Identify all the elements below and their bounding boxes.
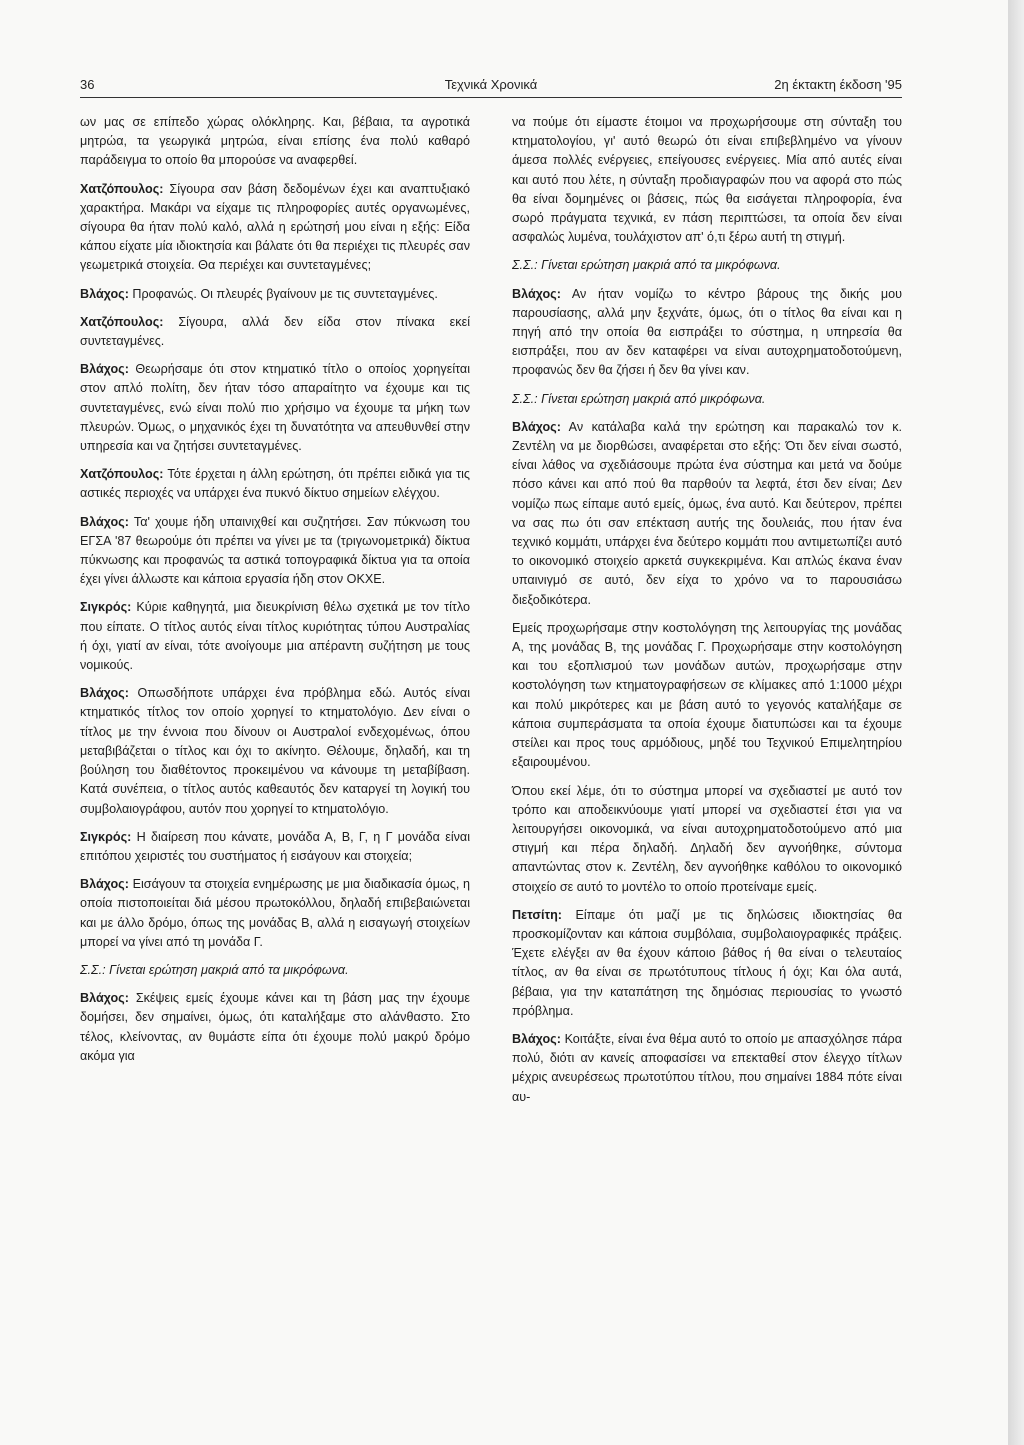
paragraph	[80, 285, 470, 304]
speaker-name: Βλάχος:	[512, 419, 561, 434]
speaker-name: Βλάχος:	[80, 877, 129, 892]
paragraph	[80, 828, 470, 866]
speaker-name: Σιγκρός:	[80, 600, 132, 615]
paragraph	[80, 684, 470, 818]
paragraph-text: Σίγουρα, αλλά δεν είδα στον πίνακα εκεί συντεταγμένες.	[80, 314, 470, 349]
right-column	[512, 113, 902, 1116]
page-number: 36	[80, 77, 95, 92]
paragraph-text: Αν ήταν νομίζω το κέντρο βάρους της δικής μου παρουσίασης, αλλά μην ξεχνάτε, όμως, ότι ο τίτλος θα είναι και η πηγή από την οποία θα εισπράξει το σύστημα, η υπηρεσία θα εισπράξει, που αν δεν καταφέρει να είναι αυτοχρηματοδοτούμενη, προφανώς δεν θα ζήσει ή δεν θα γίνει καν.	[512, 286, 902, 378]
paragraph	[512, 619, 902, 773]
paragraph-text: Τότε έρχεται η άλλη ερώτηση, ότι πρέπει ειδικά για τις αστικές περιοχές να υπάρχει ένα πυκνό δίκτυο σημείων ελέγχου.	[80, 467, 470, 501]
paragraph	[512, 1030, 902, 1107]
journal-title: Τεχνικά Χρονικά	[444, 77, 538, 92]
page-edge-shadow	[1008, 0, 1024, 1445]
paragraph-text: Σκέψεις εμείς έχουμε κάνει και τη βάση μας την έχουμε δομήσει, δεν σημαίνει, όμως, ότι καταλήξαμε στο αλάνθαστο. Στο τέλος, κλείνοντας, αν θυμάστε είπα ότι έχουμε πολύ μακρύ δρόμο ακόμα για	[80, 991, 471, 1063]
paragraph	[512, 906, 902, 1021]
speaker-name: Βλάχος:	[80, 514, 129, 529]
speaker-name: Χατζόπουλος:	[80, 181, 164, 196]
paragraph	[512, 285, 902, 381]
editor-note: Σ.Σ.: Γίνεται ερώτηση μακριά από τα μικρόφωνα.	[80, 962, 349, 977]
paragraph-text: Οπωσδήποτε υπάρχει ένα πρόβλημα εδώ. Αυτός είναι κτηματικός τίτλος τον οποίο χορηγεί το κτηματολόγιο. Δεν είναι ο τίτλος με την έννοια που δίνουν οι Αυστραλοί ενδεχομένως, όπου μεταβιβάζεται ο τίτλος και όχι το ακίνητο. Θέλουμε, δηλαδή, και τη βούληση του διαθέτοντος προκειμένου να κάνουμε τη μεταβίβαση. Κατά συνέπεια, ο τίτλος αυτός καθεαυτός δεν καταργεί τη λογική του συμβολαιογράφου, αυτόν που χορηγεί το κτηματολόγιο.	[80, 686, 471, 816]
header-rule	[80, 97, 902, 98]
paragraph-text: Κύριε καθηγητά, μια διευκρίνιση θέλω σχετικά με τον τίτλο που είπατε. Ο τίτλος αυτός είναι τίτλος κυριότητας τύπου Αυστραλίας ή όχι, γιατί αν είναι, τότε ανοίγουμε μια απέραντη συζήτηση με τους νομικούς.	[80, 600, 471, 673]
speaker-name: Βλάχος:	[80, 286, 129, 301]
speaker-name: Βλάχος:	[80, 991, 129, 1006]
paragraph	[512, 782, 902, 897]
speaker-name: Βλάχος:	[512, 1031, 561, 1046]
paragraph	[80, 360, 470, 456]
paragraph-text: ων μας σε επίπεδο χώρας ολόκληρης. Και, βέβαια, τα αγροτικά μητρώα, τα γεωργικά μητρώα, είναι επίσης ένα πολύ καθαρό παράδειγμα το οποίο θα μπορούσε να αναφερθεί.	[80, 115, 470, 168]
speaker-name: Πετσίτη:	[512, 907, 562, 922]
paragraph-text: Εμείς προχωρήσαμε στην κοστολόγηση της λειτουργίας της μονάδας Α, της μονάδας Β, της μονάδας Γ. Προχωρήσαμε στην κοστολόγηση και του εξοπλισμού των μονάδων αυτών, προχωρήσαμε στην κοστολόγηση των κτηματογραφήσεων σε κλίμακες από 1:1000 μέχρι και πολύ μικρότερες και με βάση αυτό το γεγονός καταλήξαμε σε κάποια συμπεράσματα τα οποία έχουμε διατυπώσει και τα έχουμε στείλει και προς τους αρμόδιους, μηδέ του Τεχνικού Επιμελητηρίου εξαιρουμένου.	[512, 620, 902, 770]
speaker-name: Βλάχος:	[80, 686, 129, 701]
paragraph-text: Εισάγουν τα στοιχεία ενημέρωσης με μια διαδικασία όμως, η οποία πιστοποιείται διά μέσου πρωτοκόλλου, δηλαδή επιβεβαιώνεται και με άλλο δρόμο, όπως της μονάδας Β, αλλά η εισαγωγή στοιχείων μπορεί να γίνει από τη μονάδα Γ.	[80, 877, 471, 949]
edition-label: 2η έκτακτη έκδοση '95	[774, 77, 902, 92]
paragraph	[80, 180, 470, 276]
paragraph-text: Τα' χουμε ήδη υπαινιχθεί και συζητήσει. Σαν πύκνωση του ΕΓΣΑ '87 θεωρούμε ότι πρέπει να γίνει με τα (τριγωνομετρικά) δίκτυα πύκνωσης και προφανώς τα αστικά τοπογραφικά δίκτυα για τα οποία έχει γίνει άλλωστε και κάποια εργασία ήδη στον ΟΚΧΕ.	[80, 514, 470, 587]
paragraph-text: Θεωρήσαμε ότι στον κτηματικό τίτλο ο οποίος χορηγείται στον απλό πολίτη, δεν ήταν τόσο απαραίτητο να έχουμε και τις συντεταγμένες, ενώ είναι πολύ πιο χρήσιμο να έχουμε τα μήκη των πλευρών. Όμως, ο μηχανικός έχει τη δυνατότητα να απευθυνθεί στην υπηρεσία και να ζητήσει συντεταγμένες.	[80, 362, 470, 454]
paragraph	[512, 113, 902, 247]
speaker-name: Χατζόπουλος:	[80, 314, 164, 329]
paragraph	[80, 989, 470, 1066]
paragraph-text: Αν κατάλαβα καλά την ερώτηση και παρακαλώ τον κ. Ζεντέλη να με διορθώσει, αναφέρεται στο εξής: Ότι δεν είναι σωστό, είναι λάθος να σχεδιάσουμε πρώτα ένα σύστημα και μετά να δούμε πόσο κάνει και από πού θα παρθούν τα λεφτά, έτσι δεν είναι; Δεν νομίζω πως είπαμε αυτό εμείς, όμως, ένα αυτό. Και δεύτερον, πρέπει να σας πω ότι σαν επέκταση αυτής της δουλειάς, που ήταν ένα τεχνικό κομμάτι, υπάρχει ένα δεύτερο κομμάτι που αντιμετωπίζει αυτό το οικονομικό στοιχείο αρκετά συγκεκριμένα. Και απλώς έκανα έναν υπαινιγμό σε αυτό, δεν είχα το χρόνο να το παρουσιάσω διεξοδικότερα.	[512, 419, 902, 607]
paragraph	[80, 875, 470, 952]
paragraph	[80, 465, 470, 503]
speaker-name: Βλάχος:	[80, 362, 129, 377]
paragraph	[512, 418, 902, 610]
paragraph	[80, 598, 470, 675]
paragraph-text: Είπαμε ότι μαζί με τις δηλώσεις ιδιοκτησίας θα προσκομίζονταν και κάποια συμβόλαια, συμβολαιογραφικές πράξεις. Έχετε ελέγξει αν θα έχουν κάποιο βάθος ή θα είναι ο τελευταίος τίτλος, αν θα είναι σε πρωτότυπους τίτλους ή όχι; Και όλα αυτά, βέβαια, για την καταπάτηση της δημόσιας περιουσίας το γνωστό πρόβλημα.	[512, 907, 902, 1018]
editor-note: Σ.Σ.: Γίνεται ερώτηση μακριά από μικρόφωνα.	[512, 391, 766, 406]
paragraph	[80, 113, 470, 171]
editor-note: Σ.Σ.: Γίνεται ερώτηση μακριά από τα μικρόφωνα.	[512, 258, 781, 273]
paragraph	[80, 513, 470, 590]
page-header	[80, 77, 902, 95]
speaker-name: Σιγκρός:	[80, 829, 132, 844]
paragraph	[80, 313, 470, 351]
left-column	[80, 113, 470, 1075]
speaker-name: Βλάχος:	[512, 286, 561, 301]
paragraph-text: Προφανώς. Οι πλευρές βγαίνουν με τις συντεταγμένες.	[132, 286, 438, 301]
speaker-name: Χατζόπουλος:	[80, 467, 164, 482]
paragraph-text: να πούμε ότι είμαστε έτοιμοι να προχωρήσουμε στη σύνταξη του κτηματολογίου, γι' αυτό θεωρώ ότι είναι επιβεβλημένο να γίνουν άμεσα πολλές ενέργειες, επείγουσες ενέργειες. Μία από αυτές είναι και αυτό που λέτε, η σύνταξη προδιαγραφών που να αφορά στο πώς θα είναι δομημένες οι βάσεις, πώς θα εισάγεται πληροφορία, ένα σωρό πράγματα τεχνικά, εν πάση περιπτώσει, τα οποία δεν είναι ασφαλώς λυμένα, τουλάχιστον απ' ό,τι ξέρω αυτή τη στιγμή.	[512, 115, 902, 245]
paragraph-text: Όπου εκεί λέμε, ότι το σύστημα μπορεί να σχεδιαστεί με αυτό τον τρόπο και αποδεικνύουμε γιατί μπορεί να σχεδιαστεί έτσι για να λειτουργήσει οικονομικά, να είναι αυτοχρηματοδοτούμενο από μια στιγμή και πέρα δηλαδή. Δηλαδή δεν αγνοήθηκε, σύντομα απαντώντας στον κ. Ζεντέλη, δεν αγνοήθηκε καθόλου το οικονομικό στοιχείο σε αυτό το μοντέλο το οποίο προτείναμε εμείς.	[512, 783, 902, 894]
paragraph-text: Κοιτάξτε, είναι ένα θέμα αυτό το οποίο με απασχόλησε πάρα πολύ, διότι αν κανείς αποφασίσει να επεκταθεί στον έλεγχο τίτλων μέχρις ανευρέσεως πρωτοτύπου τίτλου, που σημαίνει 1884 πότε είναι αυ-	[512, 1031, 903, 1104]
paragraph-text: Σίγουρα σαν βάση δεδομένων έχει και αναπτυξιακό χαρακτήρα. Μακάρι να είχαμε τις πληροφορίες αυτές οργανωμένες, σίγουρα θα ήταν πολύ καλό, αλλά η ερώτησή μου είναι η εξής: Είδα κάπου είχατε μία ιδιοκτησία και βάλατε ότι θα περιέχει τις πλευρές σαν γεωμετρικά στοιχεία. Θα περιέχει και συντεταγμένες;	[80, 181, 471, 273]
paragraph-text: Η διαίρεση που κάνατε, μονάδα Α, Β, Γ, η Γ μονάδα είναι επιτόπου χειριστές του συστήματος ή εισάγουν και στοιχεία;	[80, 829, 471, 863]
